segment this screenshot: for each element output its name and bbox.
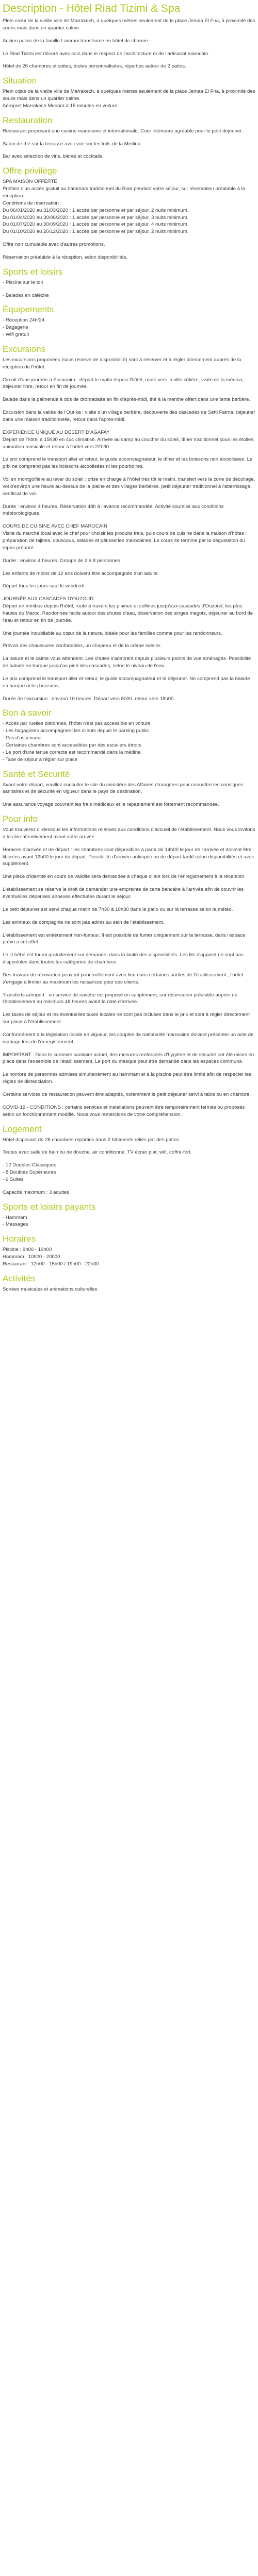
paragraph: Les enfants de moins de 12 ans doivent être accompagnés d'un adulte. (3, 570, 159, 577)
paragraph: Le petit déjeuner est servi chaque matin de 7h30 à 10h30 dans le patio ou sur la terrasse selon la météo. (3, 906, 233, 912)
paragraph: Des travaux de rénovation peuvent ponctuellement avoir lieu dans certaines parties de l'établissement ; l'hôtel s'engage à limiter au maximum les nuisances pour ses clients. (3, 972, 244, 985)
paragraph: Salon de thé sur la terrasse avec vue sur les toits de la Médina. (3, 141, 142, 147)
paragraph: Restaurant proposant une cuisine marocaine et internationale. Cour intérieure agréable pour le petit déjeuner. (3, 128, 243, 134)
paragraph: - 6 Suites (3, 1176, 24, 1182)
paragraph: - Le port d'une tenue correcte est recommandé dans la médina (3, 749, 141, 755)
paragraph: Hammam : 10h00 - 20h00 (3, 1254, 60, 1260)
section-heading: Pour info (3, 814, 38, 824)
paragraph: Départ tous les jours sauf le vendredi. (3, 583, 86, 589)
paragraph-gap (3, 403, 255, 409)
paragraph: - Balades en calèche (3, 292, 49, 298)
paragraph-gap (3, 498, 255, 503)
paragraph: - Accès par ruelles piétonnes, l'hôtel n'est pas accessible en voiture (3, 721, 151, 727)
paragraph-gap (3, 286, 255, 292)
paragraph: Le Riad Tizimi est décoré avec soin dans le respect de l'architecture et de l'artisanat marocain. (3, 50, 209, 57)
section-heading: Sports et loisirs (3, 266, 63, 277)
paragraph-gap (3, 1143, 255, 1149)
paragraph: Ancien palais de la famille Lamrani transformé en hôtel de charme. (3, 38, 150, 44)
paragraph-gap (3, 690, 255, 696)
section (3, 1273, 255, 1293)
paragraph: Conformément à la législation locale en vigueur, les couples de nationalité marocaine doivent présenter un acte de mariage lors de l'enregistrement. (3, 1031, 254, 1045)
paragraph-gap (3, 565, 255, 570)
paragraph: Plein cœur de la vieille ville de Marrakech, à quelques mètres seulement de la place Jemaa El Fna, à proximité des souks mais dans un quartier calme. (3, 89, 255, 102)
paragraph-gap (3, 1006, 255, 1011)
paragraph: - Pas d'ascenseur (3, 735, 42, 741)
paragraph-gap (3, 1156, 255, 1162)
paragraph: Aéroport Marrakech Menara à 15 minutes en voiture. (3, 103, 119, 109)
paragraph: Certains services de restauration peuvent être adaptés, notamment le petit déjeuner servi à table ou en chambre. (3, 1092, 251, 1097)
paragraph-gap (3, 517, 255, 523)
paragraph: - Bagagerie (3, 325, 28, 331)
paragraph: Restaurant : 12h00 - 15h00 / 19h00 - 22h30 (3, 1261, 99, 1267)
paragraph: - Les bagagistes accompagnent les clients depuis le parking public (3, 728, 149, 734)
paragraph-gap (3, 913, 255, 919)
paragraph-gap (3, 45, 255, 50)
paragraph: Les excursions proposées (sous réserve de disponibilité) sont à réserver et à régler directement auprès de la réception de l'hôtel. (3, 357, 241, 370)
paragraph-gap (3, 986, 255, 992)
paragraph: - Wifi gratuit (3, 332, 29, 338)
paragraph: Les animaux de compagnie ne sont pas admis au sein de l'établissement. (3, 919, 165, 925)
section-heading: Santé et Sécurité (3, 769, 70, 779)
section (3, 344, 255, 703)
paragraph: Le prix comprend le transport aller et retour, le guide accompagnateur et le déjeuner. Ne comprend pas la balade en barque ni les boissons. (3, 675, 250, 689)
section-heading: Logement (3, 1124, 42, 1134)
paragraph: - Certaines chambres sont accessibles par des escaliers étroits (3, 742, 141, 748)
paragraph: Excursion dans la vallée de l'Ourika : visite d'un village berbère, découverte des cascades de Setti Fatma, déjeuner dans une maison traditionnelle, retour dans l'après-midi. (3, 410, 255, 422)
paragraph: SPA MAISON OFFERTE (3, 179, 57, 185)
paragraph: Transferts aéroport : un service de navette est proposé en supplément, sur réservation préalable auprès de l'établissement au minimum 48 heures avant la date d'arrivée. (3, 992, 238, 1005)
paragraph: Le prix comprend le transport aller et retour, le guide accompagnateur, le dîner et les boissons non alcoolisées. Le prix ne comprend pas les boissons alcoolisées ni les pourboires. (3, 456, 253, 470)
paragraph: L'établissement se réserve le droit de demander une empreinte de carte bancaire à l'arrivée afin de couvrir les éventuelles dépenses annexes effectuées durant le séjour. (3, 887, 244, 900)
paragraph: Du 01/10/2020 au 20/12/2020 : 1 accès par personne et par séjour. 2 nuits minimum. (3, 229, 189, 235)
paragraph-gap (3, 880, 255, 886)
paragraph: Départ en minibus depuis l'hôtel, route à travers les plaines et collines jusqu'aux cascades d'Ouzoud, les plus hautes du Maroc. Randonnée facile autour des chutes d'eau, observation des singes magots, déjeuner au bord de l'eau et retour en fin de journée. (3, 603, 253, 623)
paragraph: - Piscine sur le toit (3, 279, 43, 285)
section (3, 1233, 255, 1268)
paragraph-gap (3, 1065, 255, 1071)
paragraph: Départ de l'hôtel à 15h30 en 4x4 climatisé. Arrivée au camp au coucher du soleil, dîner traditionnel sous les étoiles, animation musicale et retour à l'hôtel vers 22h30. (3, 436, 255, 450)
paragraph: Toutes avec salle de bain ou de douche, air conditionné, TV écran plat, wifi, coffre-fort. (3, 1149, 192, 1156)
paragraph-gap (3, 1046, 255, 1052)
paragraph: Les taxes de séjour et les éventuelles taxes locales ne sont pas incluses dans le prix et sont à régler directement sur place à l'établissement. (3, 1012, 250, 1025)
paragraph: Capacité maximum : 3 adultes (3, 1189, 70, 1195)
section (3, 1124, 255, 1196)
paragraph: Visite du marché local avec le chef pour choisir les produits frais, puis cours de cuisine dans la maison d'hôtes : préparation de tajines, couscous, salades et pâtisseries marocaines. Le cours se termine par la dégustation du repas préparé. (3, 531, 247, 551)
paragraph: JOURNÉE AUX CASCADES D'OUZOUD (3, 596, 94, 602)
paragraph-gap (3, 470, 255, 476)
paragraph: - Taxe de séjour à régler sur place (3, 756, 77, 762)
paragraph: Le lit bébé est fourni gratuitement sur demande, dans la limite des disponibilités. Les lits d'appoint ne sont pas disponibles dans toutes les catégories de chambres. (3, 952, 244, 965)
paragraph-gap (3, 926, 255, 932)
paragraph-gap (3, 248, 255, 254)
paragraph: Hôtel disposant de 26 chambres réparties dans 2 bâtiments reliés par des patios. (3, 1137, 181, 1143)
section-heading: Activités (3, 1273, 36, 1283)
paragraph: Du 06/01/2020 au 31/03/2020 : 1 accès par personne et par séjour. 2 nuits minimum. (3, 207, 189, 213)
paragraph: COVID-19 - CONDITIONS : certains services et installations peuvent être temporairement fermés ou proposés selon un fonctionnement modifié. Nous vous remercions de votre compréhension. (3, 1104, 245, 1117)
paragraph: Hôtel de 26 chambres et suites, toutes personnalisées, réparties autour de 2 patios. (3, 63, 186, 70)
paragraph-gap (3, 1098, 255, 1104)
paragraph-gap (3, 423, 255, 429)
paragraph: IMPORTANT : Dans le contexte sanitaire actuel, des mesures renforcées d'hygiène et de sécurité ont été mises en place dans l'ensemble de l'établissement. Le port du masque peut être demandé dans les espaces communs. (3, 1052, 254, 1065)
section-heading: Excursions (3, 344, 46, 354)
paragraph-gap (3, 371, 255, 377)
paragraph-gap (3, 624, 255, 630)
paragraph: Vol en montgolfière au lever du soleil : prise en charge à l'hôtel très tôt le matin, transfert vers la zone de décollage, vol d'environ une heure au-dessus de la plaine et des villages berbères, petit déjeuner traditionnel à l'atterrissage, certificat de vol. (3, 477, 255, 497)
paragraph: Soirées musicales et animations culturelles (3, 1286, 98, 1292)
paragraph-gap (3, 795, 255, 801)
paragraph: Profitez d'un accès gratuit au hammam traditionnel du Riad pendant votre séjour, sur réservation préalable à la réception. (3, 186, 246, 199)
paragraph: Du 01/07/2020 au 30/09/2020 : 1 accès par personne et par séjour. 4 nuits minimum. (3, 222, 189, 228)
paragraph: Balade dans la palmeraie à dos de dromadaire en fin d'après-midi, thé à la menthe offert dans une tente berbère. (3, 397, 251, 403)
section (3, 304, 255, 338)
paragraph-gap (3, 670, 255, 675)
paragraph-gap (3, 577, 255, 583)
paragraph: Prévoir des chaussures confortables, un chapeau et de la crème solaire. (3, 643, 162, 649)
section-heading: Situation (3, 76, 37, 86)
paragraph-gap (3, 868, 255, 873)
paragraph-gap (3, 552, 255, 557)
paragraph-gap (3, 637, 255, 642)
paragraph: Piscine : 9h00 - 19h00 (3, 1247, 52, 1253)
paragraph-gap (3, 235, 255, 241)
paragraph-gap (3, 1086, 255, 1091)
paragraph: Du 01/04/2020 au 30/06/2020 : 1 accès par personne et par séjour. 3 nuits minimum. (3, 214, 189, 221)
paragraph: Circuit d'une journée à Essaouira : départ le matin depuis l'hôtel, route vers la ville côtière, visite de la médina, déjeuner libre, retour en fin de journée. (3, 377, 244, 390)
section (3, 814, 255, 1118)
paragraph-gap (3, 57, 255, 63)
paragraph-gap (3, 650, 255, 655)
section (3, 165, 255, 261)
paragraph: Offre non cumulable avec d'autres promotions. (3, 242, 105, 248)
section (3, 769, 255, 809)
paragraph-gap (3, 966, 255, 972)
paragraph: Une pièce d'identité en cours de validité sera demandée à chaque client lors de l'enregistrement à la réception. (3, 874, 246, 880)
paragraph: Vous trouverez ci-dessous les informations relatives aux conditions d'accueil de l'établissement. Nous vous invitons à les lire attentivement avant votre arrivée. (3, 827, 255, 840)
paragraph: - 8 Doubles Supérieures (3, 1170, 56, 1176)
paragraph-gap (3, 32, 255, 38)
paragraph: EXPÉRIENCE UNIQUE AU DÉSERT D'AGAFAY (3, 429, 110, 435)
paragraph: Une journée inoubliable au cœur de la nature, idéale pour les familles comme pour les randonneurs. (3, 630, 222, 636)
section (3, 75, 255, 110)
paragraph: L'établissement est entièrement non-fumeur. Il est possible de fumer uniquement sur la terrasse, dans l'espace prévu à cet effet. (3, 932, 246, 945)
page-title: Description - Hôtel Riad Tizimi & Spa (3, 3, 181, 14)
paragraph: Durée : environ 4 heures. Réservation 48h à l'avance recommandée. Activité soumise aux conditions météorologiques. (3, 503, 224, 517)
paragraph: - 12 Doubles Classiques (3, 1162, 56, 1168)
section-heading: Sports et loisirs payants (3, 1201, 96, 1212)
paragraph-gap (3, 590, 255, 596)
paragraph: Horaires d'arrivée et de départ : les chambres sont disponibles à partir de 14h00 le jour de l'arrivée et doivent être libérées avant 12h00 le jour du départ. Possibilité d'arrivée anticipée ou de départ tardif selon disponibilités et avec supplément. (3, 846, 254, 867)
paragraph-gap (3, 450, 255, 456)
paragraph-gap (3, 391, 255, 396)
section-heading: Horaires (3, 1234, 36, 1244)
section-heading: Restauration (3, 115, 53, 125)
paragraph: Réservation préalable à la réception, selon disponibilités. (3, 254, 128, 260)
paragraph: Avant votre départ, veuillez consulter le site du ministère des Affaires étrangères pour connaître les consignes sanitaires et de sécurité en vigueur dans le pays de destination. (3, 782, 244, 795)
paragraph: - Massages (3, 1222, 28, 1228)
section-heading: Offre privilège (3, 166, 57, 176)
paragraph: Plein cœur de la vieille ville de Marrakech, à quelques mètres seulement de la place Jemaa El Fna, à proximité des souks mais dans un quartier calme. (3, 18, 255, 31)
paragraph-gap (3, 1183, 255, 1189)
paragraph-gap (3, 946, 255, 952)
paragraph: Durée : environ 4 heures. Groupe de 2 à 8 personnes. (3, 557, 122, 564)
paragraph: Conditions de réservation : (3, 200, 62, 206)
section (3, 266, 255, 299)
paragraph-gap (3, 841, 255, 846)
paragraph-gap (3, 901, 255, 906)
section (3, 115, 255, 161)
paragraph: Une assurance voyage couvrant les frais médicaux et le rapatriement est fortement recommandée. (3, 802, 219, 808)
section (3, 707, 255, 763)
paragraph: Durée de l'excursion : environ 10 heures. Départ vers 8h00, retour vers 18h00. (3, 696, 175, 702)
paragraph-gap (3, 135, 255, 141)
section-heading: Équipements (3, 304, 54, 315)
section (3, 1201, 255, 1229)
paragraph: - Hammam (3, 1214, 27, 1221)
section (3, 18, 255, 70)
paragraph: Bar avec sélection de vins, bières et cocktails. (3, 154, 104, 160)
paragraph: La nature et le calme vous attendent. Les chutes s'admirent depuis plusieurs points de vue aménagés. Possibilité de balade en barque jusqu'au pied des cascades, selon le niveau de l'eau. (3, 656, 251, 669)
paragraph: - Réception 24h/24 (3, 317, 45, 324)
paragraph: COURS DE CUISINE AVEC CHEF MAROCAIN (3, 523, 107, 530)
paragraph-gap (3, 147, 255, 153)
paragraph-gap (3, 1026, 255, 1031)
paragraph: Le nombre de personnes admises simultanément au hammam et à la piscine peut être limité afin de respecter les règles de distanciation. (3, 1072, 252, 1085)
section-heading: Bon à savoir (3, 708, 52, 718)
